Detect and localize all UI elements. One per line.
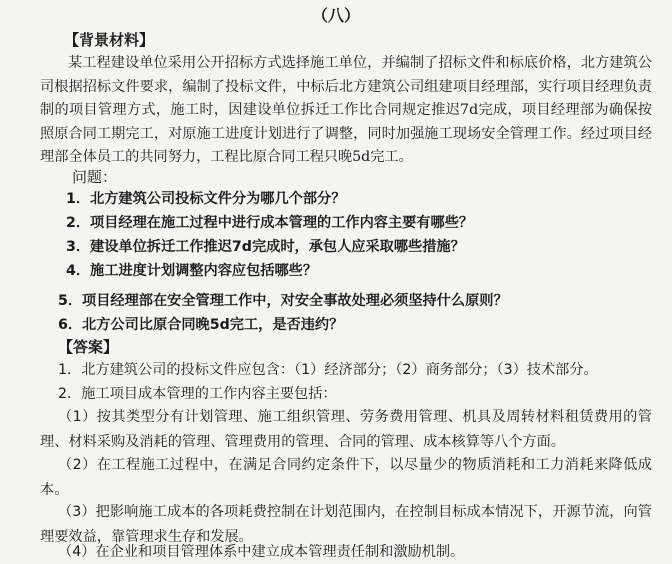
background-paragraph: 某工程建设单位采用公开招标方式选择施工单位，并编制了招标文件和标底价格，北方建筑公司根据招标文件要求，编制了投标文件，中标后北方建筑公司组建项目经理部，实行项目经理负责制的项目管理方式，施工时，因建设单位拆迁工作比合同规定推迟7d完成，项目经理部为确保按照原合同工期完工，对原施工进度计划进行了调整，同时加强施工现场安全管理工作。经过项目经理部全体员工的共同努力，工程比原合同工程只晚5d完工。 bbox=[40, 55, 652, 165]
questions-heading: 问题： bbox=[72, 168, 118, 186]
section-number: （八） bbox=[311, 6, 360, 25]
answers-heading: 【答案】 bbox=[58, 338, 119, 356]
question-item-1: 1．北方建筑公司投标文件分为哪几个部分？ bbox=[66, 191, 346, 207]
question-item-5: 5．项目经理部在安全管理工作中，对安全事故处理必须坚持什么原则？ bbox=[58, 293, 508, 309]
question-item-4: 4．施工进度计划调整内容应包括哪些？ bbox=[66, 263, 318, 279]
answer-2-item-2: （2）在工程施工过程中，在满足合同约定条件下，以尽量少的物质消耗和工力消耗来降低成本。 bbox=[40, 457, 652, 498]
answer-2-intro: 2．施工项目成本管理的工作内容主要包括： bbox=[58, 386, 337, 402]
answer-2-item-1: （1）按其类型分有计划管理、施工组织管理、劳务费用管理、机具及周转材料租赁费用的管理、材料采购及消耗的管理、管理费用的管理、合同的管理、成本核算等八个方面。 bbox=[40, 409, 652, 450]
answer-2-item-3: （3）把影响施工成本的各项耗费控制在计划范围内，在控制目标成本情况下，开源节流，向管理要效益，靠管理求生存和发展。 bbox=[40, 504, 652, 545]
question-item-6: 6．北方公司比原合同晚5d完工，是否违约？ bbox=[58, 317, 344, 333]
question-item-2: 2．项目经理在施工过程中进行成本管理的工作内容主要有哪些？ bbox=[66, 215, 474, 231]
background-heading: 【背景材料】 bbox=[64, 31, 155, 49]
question-item-3: 3．建设单位拆迁工作推迟7d完成时，承包人应采取哪些措施？ bbox=[66, 239, 465, 255]
answer-2-item-4: （4）在企业和项目管理体系中建立成本管理责任制和激励机制。 bbox=[58, 544, 465, 560]
answer-1: 1．北方建筑公司的投标文件应包含：（1）经济部分；（2）商务部分；（3）技术部分。 bbox=[58, 362, 598, 378]
